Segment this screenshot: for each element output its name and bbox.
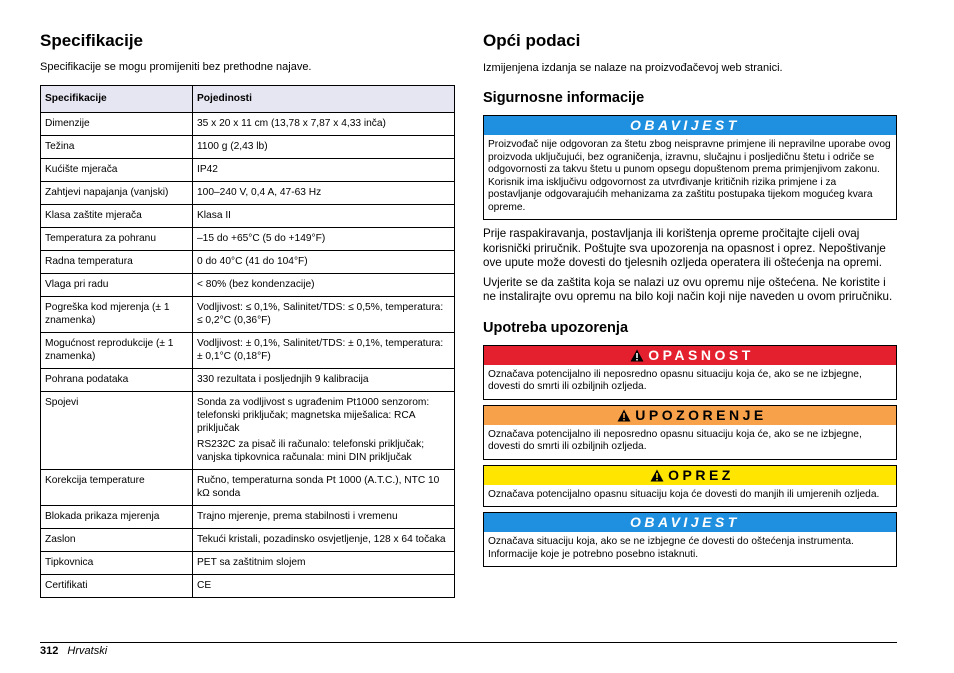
- page-footer: [40, 644, 107, 658]
- spec-value-text: Vodljivost: ± 0,1%, Salinitet/TDS: ± 0,1%, temperatura: ± 0,1°C (0,18°F): [197, 338, 444, 362]
- spec-label-cell: Pogreška kod mjerenja (± 1 znamenka): [41, 297, 193, 333]
- general-info-title: Opći podaci: [483, 31, 581, 50]
- safety-paragraph-1: Prije raspakiravanja, postavljanja ili korištenja opreme pročitajte cijeli ovaj korisnički priručnik. Poštujte sva upozorenja na opasnost i oprez. Nepoštivanje ove upute može dovesti do tjelesnih ozljeda operatera ili oštećenja na opremi.: [483, 227, 886, 269]
- spec-value-text: Vodljivost: ≤ 0,1%, Salinitet/TDS: ≤ 0,5%, temperatura: ≤ 0,2°C (0,36°F): [197, 302, 444, 326]
- spec-label-cell: Težina: [41, 136, 193, 159]
- warning-label: UPOZORENJE: [635, 406, 767, 423]
- spec-value-text: 330 rezultata i posljednjih 9 kalibracija: [197, 374, 369, 385]
- notice-text: Proizvođač nije odgovoran za štetu zbog neispravne primjene ili nepravilne uporabe ovog proizvoda uključujući, bez ograničenja, izravnu, slučajnu i posljedičnu štetu i odriče se odgovornosti za takvu štetu u punom opsegu dopuštenom prema primjenjivom zakonu. Korisnik ima isključivu odgovornost za utvrđivanje kritičnih rizika primjene i za postavljanje odgovarajućih mehanizama za zaštitu postupaka tijekom mogućeg kvara opreme.: [488, 139, 891, 213]
- spec-value-text: RS232C za pisač ili računalo: telefonski priključak; vanjska tipkovnica računala: mini DIN priključak: [197, 439, 425, 463]
- spec-value-cell: [193, 182, 455, 205]
- spec-label-cell: Blokada prikaza mjerenja: [41, 506, 193, 529]
- spec-value-cell: [193, 392, 455, 470]
- notice-header-2: OBAVIJEST: [484, 513, 896, 532]
- spec-value-text: 100–240 V, 0,4 A, 47-63 Hz: [197, 187, 322, 198]
- table-row: [41, 251, 455, 274]
- spec-value-cell: [193, 529, 455, 552]
- spec-label-cell: Korekcija temperature: [41, 470, 193, 506]
- spec-value-cell: [193, 251, 455, 274]
- table-row: [41, 274, 455, 297]
- spec-label-cell: Tipkovnica: [41, 552, 193, 575]
- table-row: [41, 392, 455, 470]
- warnings-usage-heading: Upotreba upozorenja: [483, 319, 629, 336]
- spec-label-cell: Zaslon: [41, 529, 193, 552]
- spec-label-cell: Certifikati: [41, 575, 193, 598]
- spec-value-text: Sonda za vodljivost s ugrađenim Pt1000 senzorom: telefonski priključak; magnetska miješalica: RCA priključak: [197, 397, 430, 434]
- spec-value-text: Trajno mjerenje, prema stabilnosti i vremenu: [197, 511, 398, 522]
- table-row: [41, 136, 455, 159]
- spec-label-cell: Pohrana podataka: [41, 369, 193, 392]
- general-info-intro: Izmijenjena izdanja se nalaze na proizvođačevoj web stranici.: [483, 62, 783, 74]
- danger-header: [484, 346, 896, 365]
- spec-value-cell: [193, 297, 455, 333]
- spec-value-cell: [193, 575, 455, 598]
- spec-value-text: –15 do +65°C (5 do +149°F): [197, 233, 326, 244]
- spec-label-cell: Zahtjevi napajanja (vanjski): [41, 182, 193, 205]
- spec-label-cell: Spojevi: [41, 392, 193, 470]
- spec-label-cell: Mogućnost reprodukcije (± 1 znamenka): [41, 333, 193, 369]
- warning-header: [484, 406, 896, 425]
- table-row: [41, 113, 455, 136]
- danger-label: OPASNOST: [648, 346, 754, 363]
- table-row: [41, 205, 455, 228]
- table-row: [41, 297, 455, 333]
- table-row: [41, 470, 455, 506]
- spec-label-cell: Kućište mjerača: [41, 159, 193, 182]
- specifications-table-body: [41, 113, 455, 598]
- spec-value-text: 35 x 20 x 11 cm (13,78 x 7,87 x 4,33 inča): [197, 118, 386, 129]
- caution-label: OPREZ: [668, 466, 734, 483]
- footer-language: Hrvatski: [67, 645, 108, 657]
- spec-value-text: Klasa II: [197, 210, 231, 221]
- table-row: [41, 228, 455, 251]
- spec-value-cell: [193, 205, 455, 228]
- spec-value-cell: [193, 228, 455, 251]
- notice-text-2: Označava situaciju koja, ako se ne izbjegne će dovesti do oštećenja instrumenta. Informacije koje je potrebno posebno istaknuti.: [488, 536, 854, 560]
- spec-value-text: PET sa zaštitnim slojem: [197, 557, 306, 568]
- spec-label-cell: Klasa zaštite mjerača: [41, 205, 193, 228]
- table-row: [41, 159, 455, 182]
- caution-header: [484, 466, 896, 485]
- safety-info-heading: Sigurnosne informacije: [483, 90, 645, 106]
- table-row: [41, 369, 455, 392]
- danger-box: [483, 345, 897, 400]
- safety-paragraph-2: Uvjerite se da zaštita koja se nalazi uz ovu opremu nije oštećena. Ne koristite i ne instalirajte ovu opremu na bilo koji način koji nije naveden u ovom priručniku.: [483, 275, 893, 303]
- spec-value-cell: [193, 552, 455, 575]
- specifications-title: Specifikacije: [40, 31, 144, 50]
- column-header-specifications: Specifikacije: [41, 86, 193, 113]
- table-row: [41, 529, 455, 552]
- spec-value-cell: [193, 333, 455, 369]
- footer-divider: [40, 642, 897, 643]
- caution-text: Označava potencijalno opasnu situaciju koja će dovesti do manjih ili umjerenih ozljeda.: [488, 488, 880, 500]
- column-header-details: Pojedinosti: [193, 86, 455, 113]
- spec-value-cell: [193, 506, 455, 529]
- spec-value-cell: [193, 470, 455, 506]
- spec-value-cell: [193, 274, 455, 297]
- spec-value-text: Tekući kristali, pozadinsko osvjetljenje, 128 x 64 točaka: [197, 534, 446, 545]
- warning-triangle-icon: [630, 349, 644, 362]
- warning-box: [483, 405, 897, 460]
- warning-triangle-icon: [617, 409, 631, 422]
- spec-value-text: Ručno, temperaturna sonda Pt 1000 (A.T.C.), NTC 10 kΩ sonda: [197, 475, 440, 499]
- spec-label-cell: Radna temperatura: [41, 251, 193, 274]
- spec-value-cell: [193, 369, 455, 392]
- caution-box: [483, 465, 897, 508]
- specifications-intro: Specifikacije se mogu promijeniti bez prethodne najave.: [40, 61, 312, 73]
- spec-value-text: CE: [197, 580, 212, 591]
- notice-box-2: [483, 512, 897, 567]
- table-row: [41, 333, 455, 369]
- warning-text: Označava potencijalno ili neposredno opasnu situaciju koja će, ako se ne izbjegne, dovesti do smrti ili ozbiljnih ozljeda.: [488, 428, 862, 452]
- table-row: [41, 575, 455, 598]
- spec-label-cell: Dimenzije: [41, 113, 193, 136]
- spec-label-cell: Vlaga pri radu: [41, 274, 193, 297]
- spec-value-text: IP42: [197, 164, 218, 175]
- spec-label-cell: Temperatura za pohranu: [41, 228, 193, 251]
- spec-value-cell: [193, 159, 455, 182]
- danger-text: Označava potencijalno ili neposredno opasnu situaciju koja će, ako se ne izbjegne, dovesti do smrti ili ozbiljnih ozljeda.: [488, 368, 862, 392]
- table-header-row: [41, 86, 455, 113]
- warning-triangle-icon: [650, 469, 664, 482]
- page-number: 312: [40, 645, 59, 657]
- spec-value-text: < 80% (bez kondenzacije): [197, 279, 315, 290]
- spec-value-text: 0 do 40°C (41 do 104°F): [197, 256, 308, 267]
- table-row: [41, 552, 455, 575]
- notice-box: [483, 115, 897, 220]
- spec-value-cell: [193, 113, 455, 136]
- spec-value-cell: [193, 136, 455, 159]
- right-column: [483, 30, 897, 567]
- left-column: [40, 30, 454, 598]
- notice-header: OBAVIJEST: [484, 116, 896, 135]
- specifications-table: [40, 85, 455, 598]
- spec-value-text: 1100 g (2,43 lb): [197, 141, 268, 152]
- table-row: [41, 506, 455, 529]
- table-row: [41, 182, 455, 205]
